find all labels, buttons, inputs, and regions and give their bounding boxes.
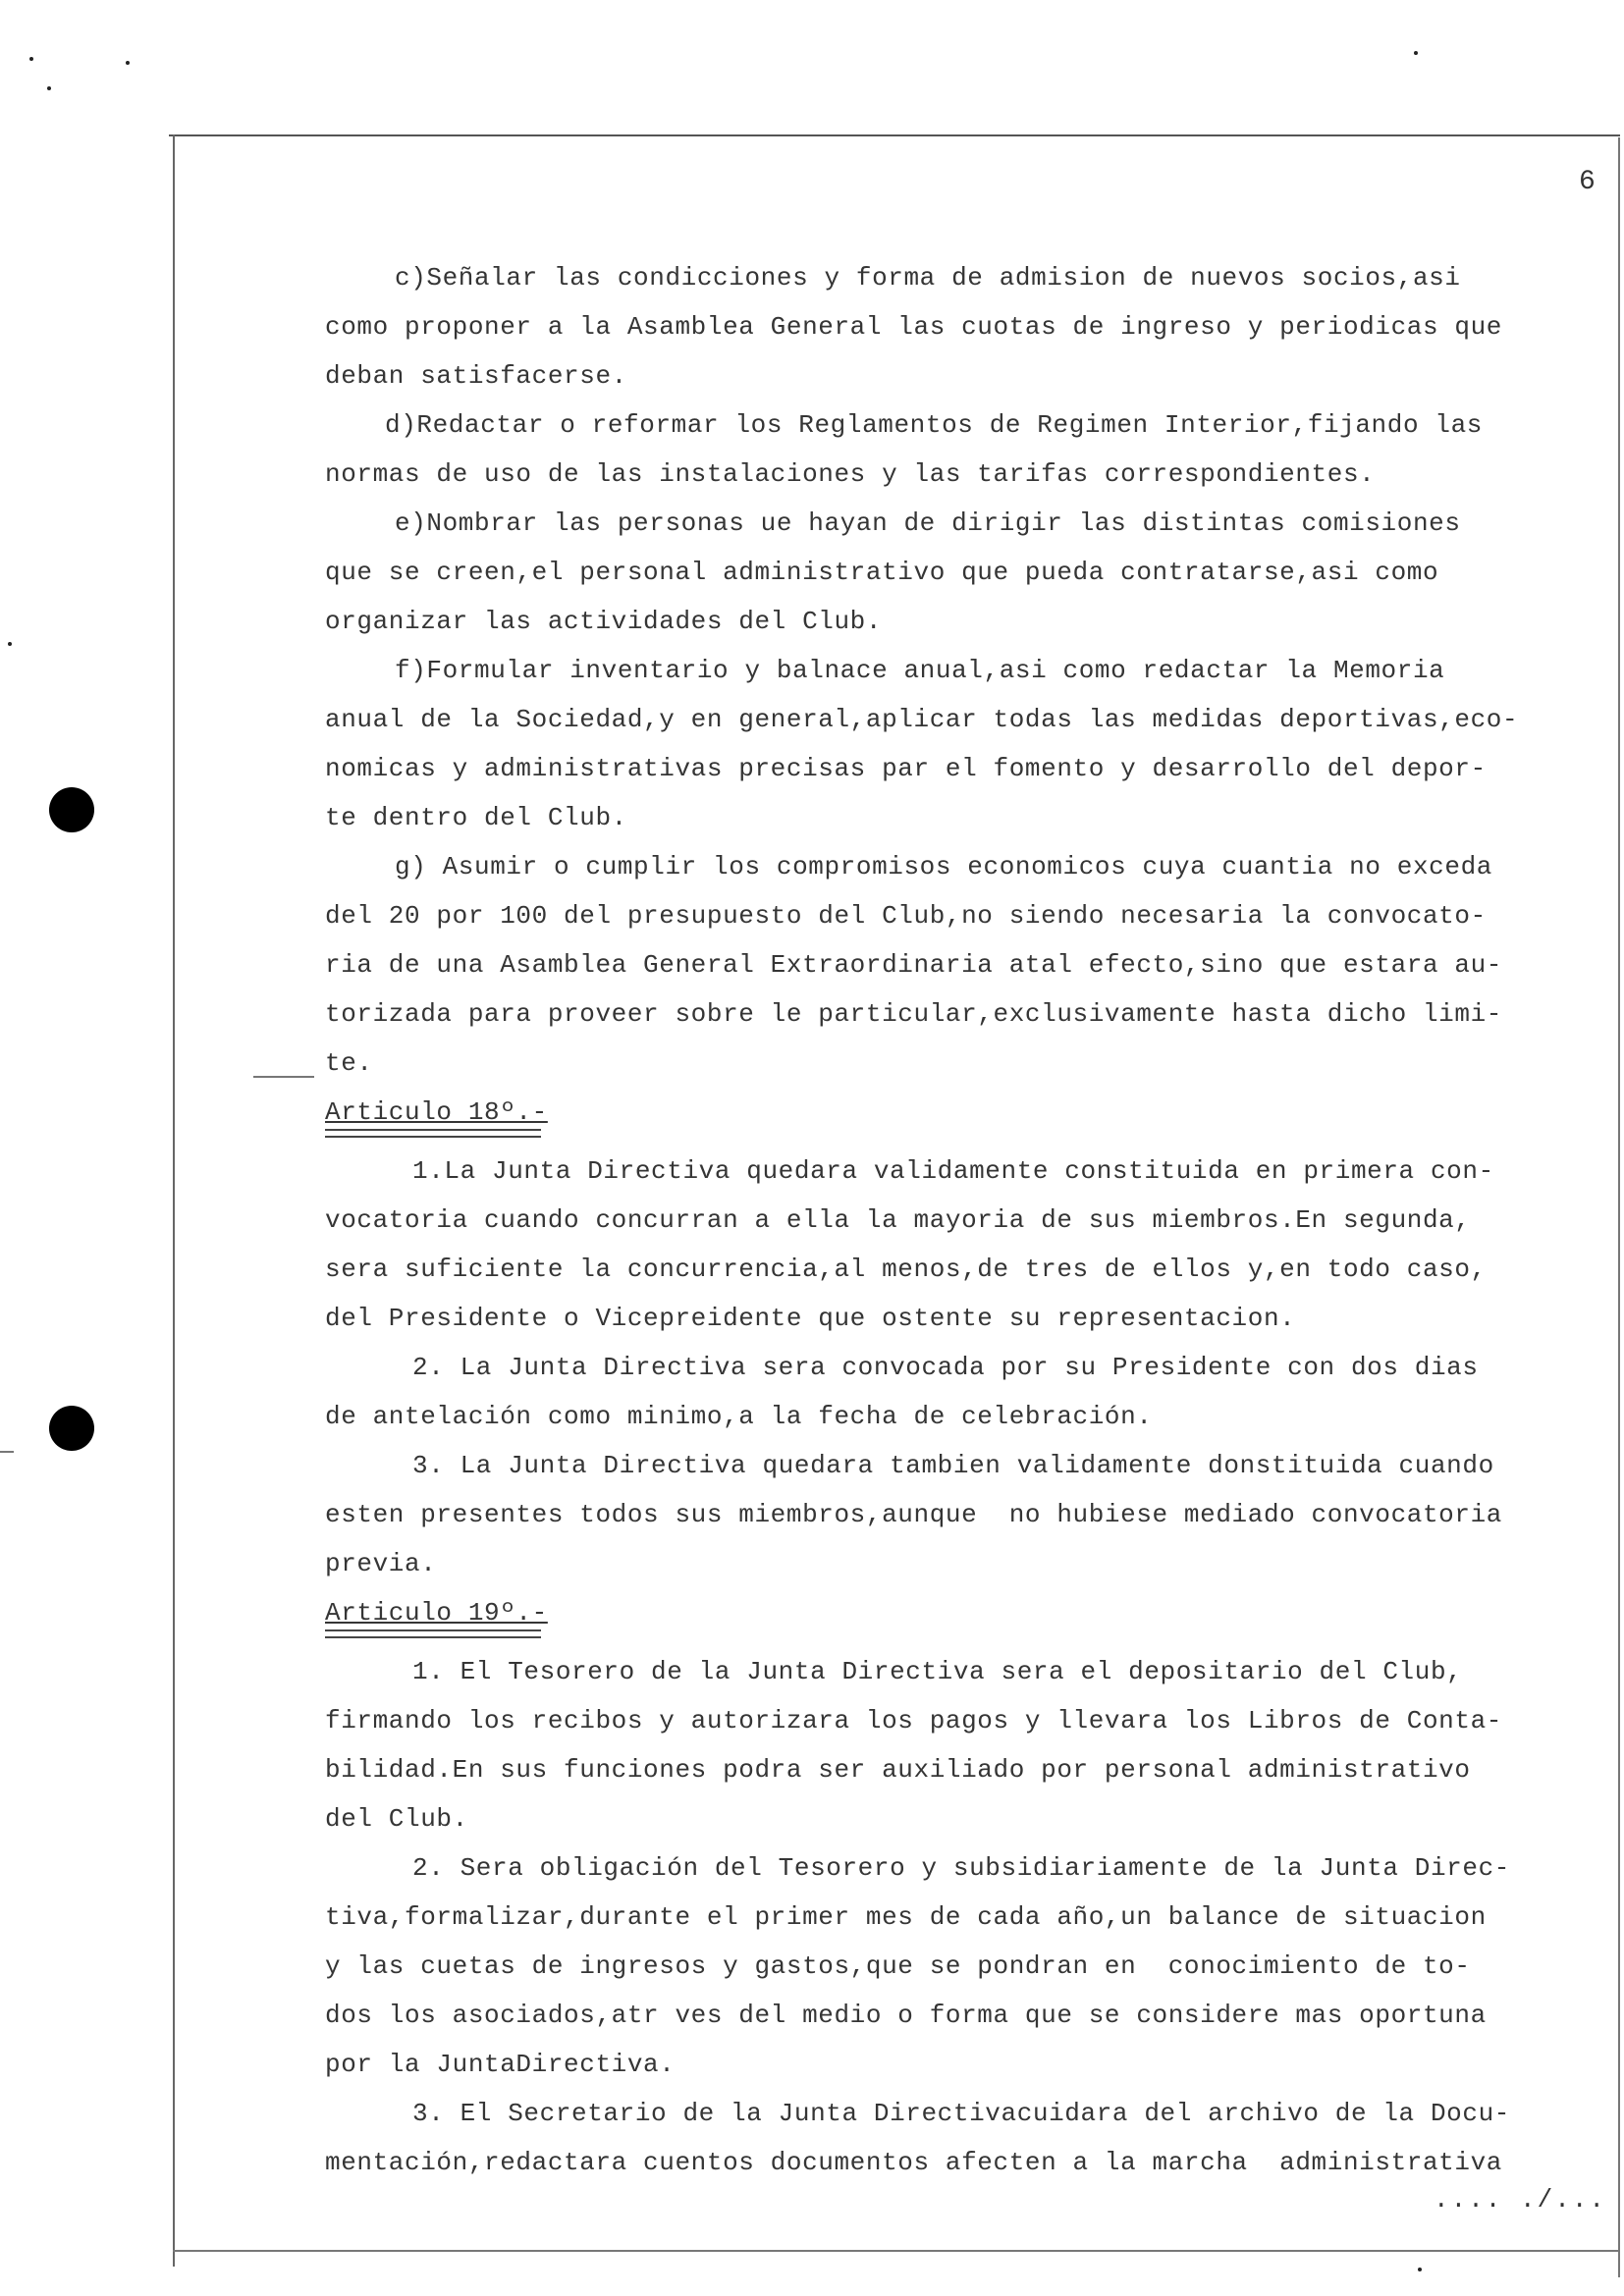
page-number: 6 bbox=[1579, 167, 1596, 197]
text-line: tiva,formalizar,durante el primer mes de cada año,un balance de situacion bbox=[325, 1902, 1487, 1932]
speck bbox=[1418, 2268, 1422, 2271]
margin-mark bbox=[0, 1451, 14, 1453]
text-line: del Presidente o Vicepreidente que ostente su representacion. bbox=[325, 1304, 1296, 1333]
text-line: esten presentes todos sus miembros,aunque no hubiese mediado convocatoria bbox=[325, 1500, 1502, 1529]
text-line: organizar las actividades del Club. bbox=[325, 607, 883, 636]
text-line: f)Formular inventario y balnace anual,asi como redactar la Memoria bbox=[395, 656, 1445, 685]
text-line: te. bbox=[325, 1048, 373, 1078]
text-line: 3. La Junta Directiva quedara tambien validamente donstituida cuando bbox=[412, 1451, 1494, 1480]
text-line: del Club. bbox=[325, 1804, 468, 1834]
text-line: normas de uso de las instalaciones y las tarifas correspondientes. bbox=[325, 459, 1376, 489]
page-border-bottom bbox=[173, 2250, 1620, 2252]
text-line: deban satisfacerse. bbox=[325, 361, 627, 391]
speck bbox=[1414, 51, 1418, 55]
article-heading: Articulo 18º.- bbox=[325, 1097, 548, 1127]
text-line: 1.La Junta Directiva quedara validamente constituida en primera con- bbox=[412, 1156, 1494, 1186]
text-line: c)Señalar las condicciones y forma de admision de nuevos socios,asi bbox=[395, 263, 1461, 293]
text-line: d)Redactar o reformar los Reglamentos de Regimen Interior,fijando las bbox=[385, 410, 1483, 440]
page-border-top bbox=[169, 134, 1620, 136]
text-line: torizada para proveer sobre le particular,exclusivamente hasta dicho limi- bbox=[325, 999, 1502, 1029]
heading-double-rule bbox=[325, 1629, 541, 1638]
text-line: anual de la Sociedad,y en general,aplicar todas las medidas deportivas,eco- bbox=[325, 705, 1519, 734]
heading-double-rule bbox=[325, 1129, 541, 1138]
text-line: bilidad.En sus funciones podra ser auxiliado por personal administrativo bbox=[325, 1755, 1471, 1785]
text-line: te dentro del Club. bbox=[325, 803, 627, 832]
speck bbox=[29, 57, 33, 61]
text-line: 1. El Tesorero de la Junta Directiva sera el depositario del Club, bbox=[412, 1657, 1463, 1686]
speck bbox=[47, 86, 51, 90]
text-line: dos los asociados,atr ves del medio o forma que se considere mas oportuna bbox=[325, 2001, 1487, 2030]
text-line: nomicas y administrativas precisas par el fomento y desarrollo del depor- bbox=[325, 754, 1487, 783]
text-line: 3. El Secretario de la Junta Directivacuidara del archivo de la Docu- bbox=[412, 2099, 1510, 2128]
article-heading: Articulo 19º.- bbox=[325, 1598, 548, 1628]
text-line: como proponer a la Asamblea General las cuotas de ingreso y periodicas que bbox=[325, 312, 1502, 342]
margin-mark bbox=[253, 1076, 314, 1078]
text-line: firmando los recibos y autorizara los pagos y llevara los Libros de Conta- bbox=[325, 1706, 1502, 1735]
text-line: g) Asumir o cumplir los compromisos economicos cuya cuantia no exceda bbox=[395, 852, 1492, 881]
text-line: ria de una Asamblea General Extraordinaria atal efecto,sino que estara au- bbox=[325, 950, 1502, 980]
speck bbox=[8, 642, 12, 646]
text-line: vocatoria cuando concurran a ella la mayoria de sus miembros.En segunda, bbox=[325, 1205, 1471, 1235]
text-line: que se creen,el personal administrativo que pueda contratarse,asi como bbox=[325, 558, 1439, 587]
text-line: e)Nombrar las personas ue hayan de dirigir las distintas comisiones bbox=[395, 508, 1461, 538]
text-line: previa. bbox=[325, 1549, 437, 1578]
text-line: 2. Sera obligación del Tesorero y subsidiariamente de la Junta Direc- bbox=[412, 1853, 1510, 1883]
text-line: del 20 por 100 del presupuesto del Club,no siendo necesaria la convocato- bbox=[325, 901, 1487, 931]
continuation-mark: .... ./... bbox=[1434, 2185, 1607, 2215]
text-line: de antelación como minimo,a la fecha de celebración. bbox=[325, 1402, 1153, 1431]
page-border-right bbox=[1618, 137, 1620, 2277]
text-line: y las cuetas de ingresos y gastos,que se pondran en conocimiento de to- bbox=[325, 1951, 1471, 1981]
text-line: 2. La Junta Directiva sera convocada por su Presidente con dos dias bbox=[412, 1353, 1479, 1382]
page-border-left bbox=[173, 134, 175, 2267]
text-line: sera suficiente la concurrencia,al menos,de tres de ellos y,en todo caso, bbox=[325, 1255, 1487, 1284]
text-line: por la JuntaDirectiva. bbox=[325, 2050, 676, 2079]
punch-hole-top bbox=[49, 787, 94, 832]
speck bbox=[126, 61, 130, 65]
punch-hole-bottom bbox=[49, 1406, 94, 1451]
text-line: mentación,redactara cuentos documentos afecten a la marcha administrativa bbox=[325, 2148, 1502, 2177]
